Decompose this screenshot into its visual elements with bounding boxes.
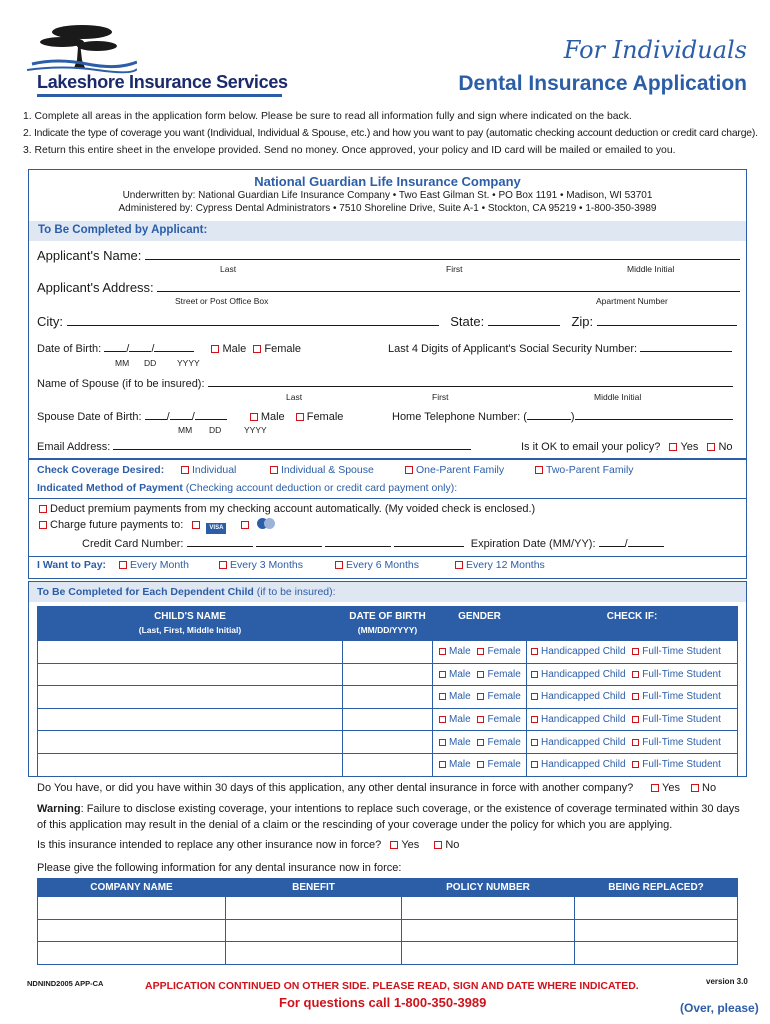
page-title: Dental Insurance Application <box>458 72 747 95</box>
handicapped-checkbox[interactable] <box>531 693 538 700</box>
being-replaced-cell[interactable] <box>575 897 738 920</box>
instruction-1: 1. Complete all areas in the application form below. Please be sure to read all information fully and sign where indicated on the back. <box>23 111 632 122</box>
male-label: Male <box>222 343 247 355</box>
fulltime-student-checkbox[interactable] <box>632 716 639 723</box>
instruction-2: 2. Indicate the type of coverage you want (Individual, Individual & Spouse, etc.) and how you want to pay (automatic checking account deduction or credit card charge). <box>23 128 758 139</box>
child-gender-cell <box>433 731 527 754</box>
pay-monthly-checkbox[interactable] <box>119 561 127 569</box>
check-if-header-text: CHECK IF: <box>606 611 658 622</box>
warning-text-2: of this application may result in the denial of a claim or the rescinding of your coverage under the policy for which you are applying. <box>37 819 673 831</box>
child-male-checkbox[interactable] <box>439 761 446 768</box>
tree-logo-icon <box>27 20 137 75</box>
brand-name: Lakeshore Insurance Services <box>37 72 288 92</box>
coverage-two-parent-label: Two-Parent Family <box>546 464 634 476</box>
spouse-dob-label: Spouse Date of Birth: <box>37 411 142 423</box>
child-dob-cell[interactable] <box>343 731 433 754</box>
zip-field[interactable] <box>597 325 737 326</box>
fulltime-student-checkbox[interactable] <box>632 648 639 655</box>
benefit-header: BENEFIT <box>226 879 402 897</box>
child-female-label: Female <box>487 668 521 680</box>
child-name-cell[interactable] <box>38 686 343 709</box>
child-name-cell[interactable] <box>38 708 343 731</box>
deduct-checkbox[interactable] <box>39 505 47 513</box>
payment-divider <box>28 498 747 499</box>
child-check-if-cell <box>527 731 738 754</box>
ssn-field[interactable] <box>640 351 732 352</box>
child-check-if-cell <box>527 641 738 664</box>
pay-12-months-checkbox[interactable] <box>455 561 463 569</box>
state-label: State: <box>450 314 485 329</box>
coverage-one-parent-checkbox[interactable] <box>405 466 413 474</box>
child-check-if-cell <box>527 708 738 731</box>
handicapped-label: Handicapped Child <box>541 646 626 658</box>
fulltime-student-checkbox[interactable] <box>632 739 639 746</box>
address-sub-street: Street or Post Office Box <box>175 296 269 306</box>
handicapped-checkbox[interactable] <box>531 671 538 678</box>
payment-method-note: (Checking account deduction or credit card payment only): <box>185 482 458 494</box>
child-female-label: Female <box>487 759 521 771</box>
dependent-row <box>38 641 738 664</box>
logo <box>27 20 287 98</box>
spouse-female-checkbox[interactable] <box>296 413 304 421</box>
fulltime-student-label: Full-Time Student <box>642 714 721 726</box>
brand-wave <box>37 94 282 97</box>
handicapped-label: Handicapped Child <box>541 759 626 771</box>
dependent-row <box>38 753 738 776</box>
company-name-cell[interactable] <box>38 897 226 920</box>
handicapped-checkbox[interactable] <box>531 761 538 768</box>
applicant-address-label: Applicant's Address: <box>37 280 154 295</box>
coverage-divider-top <box>29 459 746 460</box>
policy-number-header: POLICY NUMBER <box>402 879 575 897</box>
child-female-checkbox[interactable] <box>477 648 484 655</box>
dob-header <box>343 607 433 641</box>
warning-label: Warning <box>37 803 81 815</box>
exp-mm-field[interactable] <box>599 546 625 547</box>
pay-6-months-label: Every 6 Months <box>346 559 419 571</box>
pay-frequency-label: I Want to Pay: <box>37 559 107 571</box>
spouse-female-label: Female <box>306 411 344 423</box>
charge-checkbox[interactable] <box>39 521 47 529</box>
being-replaced-cell[interactable] <box>575 919 738 942</box>
pay-12-months-label: Every 12 Months <box>466 559 545 571</box>
child-gender-cell <box>433 641 527 664</box>
spouse-dob-sub-mm: MM <box>178 425 193 435</box>
handicapped-label: Handicapped Child <box>541 691 626 703</box>
company-name: National Guardian Life Insurance Company <box>254 174 521 189</box>
male-checkbox[interactable] <box>211 345 219 353</box>
cc-number-label: Credit Card Number: <box>82 538 184 550</box>
cc-group-3-field[interactable] <box>325 546 391 547</box>
child-male-label: Male <box>449 736 471 748</box>
child-dob-cell[interactable] <box>343 708 433 731</box>
cc-group-4-field[interactable] <box>394 546 464 547</box>
version: version 3.0 <box>706 977 748 986</box>
handicapped-label: Handicapped Child <box>541 736 626 748</box>
benefit-cell[interactable] <box>226 919 402 942</box>
child-female-label: Female <box>487 646 521 658</box>
child-dob-cell[interactable] <box>343 686 433 709</box>
pay-divider <box>28 556 747 557</box>
child-female-label: Female <box>487 714 521 726</box>
child-male-label: Male <box>449 646 471 658</box>
email-ok-no-checkbox[interactable] <box>707 443 715 451</box>
gender-header <box>433 607 527 641</box>
female-label: Female <box>264 343 302 355</box>
spouse-dob-mm-field[interactable] <box>145 419 167 420</box>
pay-3-months-checkbox[interactable] <box>219 561 227 569</box>
other-coverage-yes-checkbox[interactable] <box>651 784 659 792</box>
name-sub-middle: Middle Initial <box>627 264 675 274</box>
coverage-individual-spouse-label: Individual & Spouse <box>281 464 374 476</box>
charge-label: Charge future payments to: <box>50 519 184 531</box>
fulltime-student-checkbox[interactable] <box>632 693 639 700</box>
child-gender-cell <box>433 663 527 686</box>
handicapped-checkbox[interactable] <box>531 739 538 746</box>
dob-sub-dd: DD <box>144 358 157 368</box>
dob-yyyy-field[interactable] <box>154 351 194 352</box>
home-phone-label: Home Telephone Number: ( <box>392 411 527 423</box>
child-dob-cell[interactable] <box>343 663 433 686</box>
being-replaced-cell[interactable] <box>575 942 738 965</box>
company-name-cell[interactable] <box>38 942 226 965</box>
dependent-row <box>38 663 738 686</box>
spouse-male-checkbox[interactable] <box>250 413 258 421</box>
replace-yes-label: Yes <box>401 839 420 851</box>
spouse-male-label: Male <box>260 411 285 423</box>
zip-label: Zip: <box>571 314 594 329</box>
dependents-title-note: (if to be insured): <box>256 586 336 598</box>
child-female-checkbox[interactable] <box>477 716 484 723</box>
replace-yes-checkbox[interactable] <box>390 841 398 849</box>
name-sub-first: First <box>446 264 463 274</box>
coverage-individual-label: Individual <box>192 464 237 476</box>
warning-text: : Failure to disclose existing coverage, your intentions to replace such coverage, or the existence of coverage terminated within 30 days <box>80 803 740 815</box>
replace-no-checkbox[interactable] <box>434 841 442 849</box>
child-female-checkbox[interactable] <box>477 761 484 768</box>
other-coverage-no-label: No <box>702 782 717 794</box>
mastercard-circle-right <box>264 518 275 529</box>
child-male-label: Male <box>449 759 471 771</box>
child-name-cell[interactable] <box>38 753 343 776</box>
child-check-if-cell <box>527 753 738 776</box>
questions-phone: For questions call 1-800-350-3989 <box>279 995 487 1010</box>
mastercard-icon <box>256 518 276 529</box>
child-female-label: Female <box>487 736 521 748</box>
applicant-name-field[interactable] <box>145 259 740 260</box>
child-female-checkbox[interactable] <box>477 739 484 746</box>
company-name-cell[interactable] <box>38 919 226 942</box>
being-replaced-header: BEING REPLACED? <box>575 879 738 897</box>
spouse-sub-first: First <box>432 392 449 402</box>
insurance-row <box>38 942 738 965</box>
child-female-checkbox[interactable] <box>477 671 484 678</box>
pay-monthly-label: Every Month <box>130 559 189 571</box>
child-gender-cell <box>433 686 527 709</box>
state-field[interactable] <box>488 325 560 326</box>
child-name-cell[interactable] <box>38 641 343 664</box>
spouse-name-label: Name of Spouse (if to be insured): <box>37 378 205 390</box>
dob-label: Date of Birth: <box>37 343 102 355</box>
other-coverage-no-checkbox[interactable] <box>691 784 699 792</box>
coverage-label: Check Coverage Desired: <box>37 464 165 476</box>
coverage-two-parent-checkbox[interactable] <box>535 466 543 474</box>
give-info-label: Please give the following information for any dental insurance now in force: <box>37 862 402 874</box>
insurance-row <box>38 919 738 942</box>
spouse-dob-sub-yyyy: YYYY <box>244 425 267 435</box>
female-checkbox[interactable] <box>253 345 261 353</box>
company-name-header: COMPANY NAME <box>38 879 226 897</box>
email-field[interactable] <box>113 449 471 450</box>
child-male-label: Male <box>449 668 471 680</box>
child-name-subheader: (Last, First, Middle Initial) <box>138 625 242 635</box>
child-female-checkbox[interactable] <box>477 693 484 700</box>
child-male-checkbox[interactable] <box>439 693 446 700</box>
handicapped-label: Handicapped Child <box>541 668 626 680</box>
child-name-header <box>38 607 343 641</box>
email-ok-yes-checkbox[interactable] <box>669 443 677 451</box>
email-ok-no-label: No <box>718 441 733 453</box>
ssn-label: Last 4 Digits of Applicant's Social Security Number: <box>388 343 638 355</box>
gender-header-text: GENDER <box>458 611 501 622</box>
dependents-table <box>37 606 738 777</box>
handicapped-label: Handicapped Child <box>541 714 626 726</box>
coverage-individual-spouse-checkbox[interactable] <box>270 466 278 474</box>
mastercard-checkbox[interactable] <box>241 521 249 529</box>
policy-number-cell[interactable] <box>402 942 575 965</box>
insurance-row <box>38 897 738 920</box>
home-phone-area-field[interactable] <box>527 419 571 420</box>
child-name-header-text: CHILD'S NAME <box>154 611 226 622</box>
dependents-header-bar <box>29 582 746 602</box>
child-name-cell[interactable] <box>38 663 343 686</box>
other-coverage-yes-label: Yes <box>662 782 680 794</box>
spouse-name-field[interactable] <box>208 386 733 387</box>
fulltime-student-label: Full-Time Student <box>642 736 721 748</box>
dob-header-text: DATE OF BIRTH <box>349 611 426 622</box>
child-male-checkbox[interactable] <box>439 671 446 678</box>
administered-by: Administered by: Cypress Dental Administrators • 7510 Shoreline Drive, Suite A-1 • Stockton, CA 95219 • 1-800-350-3989 <box>118 203 657 214</box>
email-ok-label: Is it OK to email your policy? <box>521 441 661 453</box>
cc-group-2-field[interactable] <box>256 546 322 547</box>
deduct-label: Deduct premium payments from my checking account automatically. (My voided check is enclosed.) <box>50 503 536 515</box>
dob-sub-mm: MM <box>115 358 130 368</box>
policy-number-cell[interactable] <box>402 897 575 920</box>
exp-yy-field[interactable] <box>628 546 664 547</box>
spouse-sub-middle: Middle Initial <box>594 392 642 402</box>
existing-insurance-table <box>37 878 738 965</box>
expiration-label: Expiration Date (MM/YY): <box>470 538 596 550</box>
child-gender-cell <box>433 753 527 776</box>
fulltime-student-label: Full-Time Student <box>642 668 721 680</box>
child-dob-cell[interactable] <box>343 753 433 776</box>
child-male-label: Male <box>449 714 471 726</box>
city-field[interactable] <box>67 325 439 326</box>
address-sub-apartment: Apartment Number <box>596 296 668 306</box>
email-ok-yes-label: Yes <box>680 441 699 453</box>
home-phone-field[interactable] <box>575 419 733 420</box>
tagline: For Individuals <box>563 36 747 64</box>
child-male-checkbox[interactable] <box>439 648 446 655</box>
visa-checkbox[interactable] <box>192 521 200 529</box>
cc-group-1-field[interactable] <box>187 546 253 547</box>
replace-no-label: No <box>445 839 460 851</box>
applicant-name-label: Applicant's Name: <box>37 248 142 263</box>
replace-question: Is this insurance intended to replace any other insurance now in force? <box>37 839 382 851</box>
child-male-checkbox[interactable] <box>439 739 446 746</box>
child-check-if-cell <box>527 663 738 686</box>
dependent-row <box>38 708 738 731</box>
handicapped-checkbox[interactable] <box>531 716 538 723</box>
benefit-cell[interactable] <box>226 942 402 965</box>
name-sub-last: Last <box>220 264 237 274</box>
spouse-dob-sub-dd: DD <box>209 425 222 435</box>
fulltime-student-label: Full-Time Student <box>642 759 721 771</box>
child-gender-cell <box>433 708 527 731</box>
dob-dd-field[interactable] <box>129 351 151 352</box>
spouse-dob-yyyy-field[interactable] <box>195 419 227 420</box>
over-please: (Over, please) <box>680 1001 759 1015</box>
coverage-one-parent-label: One-Parent Family <box>416 464 505 476</box>
coverage-individual-checkbox[interactable] <box>181 466 189 474</box>
dependent-row <box>38 686 738 709</box>
dependents-title: To Be Completed for Each Dependent Child <box>37 586 254 598</box>
pay-6-months-checkbox[interactable] <box>335 561 343 569</box>
child-female-label: Female <box>487 691 521 703</box>
dependent-row <box>38 731 738 754</box>
child-male-label: Male <box>449 691 471 703</box>
fulltime-student-checkbox[interactable] <box>632 671 639 678</box>
email-label: Email Address: <box>37 441 111 453</box>
form-id: NDNIND2005 APP-CA <box>27 979 104 988</box>
continued-notice: APPLICATION CONTINUED ON OTHER SIDE. PLEASE READ, SIGN AND DATE WHERE INDICATED. <box>145 980 639 992</box>
check-if-header <box>527 607 738 641</box>
dob-mm-field[interactable] <box>104 351 126 352</box>
other-coverage-question: Do You have, or did you have within 30 days of this application, any other dental insurance in force with another company? <box>37 782 634 794</box>
child-check-if-cell <box>527 686 738 709</box>
child-dob-cell[interactable] <box>343 641 433 664</box>
dob-sub-yyyy: YYYY <box>177 358 200 368</box>
payment-method-label: Indicated Method of Payment <box>37 482 183 494</box>
applicant-section-title: To Be Completed by Applicant: <box>38 224 208 236</box>
instruction-3: 3. Return this entire sheet in the envelope provided. Send no money. Once approved, your policy and ID card will be mailed or emailed to you. <box>23 145 676 156</box>
handicapped-checkbox[interactable] <box>531 648 538 655</box>
visa-icon: VISA <box>206 523 226 534</box>
fulltime-student-label: Full-Time Student <box>642 646 721 658</box>
fulltime-student-checkbox[interactable] <box>632 761 639 768</box>
child-name-cell[interactable] <box>38 731 343 754</box>
city-label: City: <box>37 314 63 329</box>
spouse-dob-dd-field[interactable] <box>170 419 192 420</box>
child-male-checkbox[interactable] <box>439 716 446 723</box>
dob-subheader: (MM/DD/YYYY) <box>357 625 418 635</box>
policy-number-cell[interactable] <box>402 919 575 942</box>
spouse-sub-last: Last <box>286 392 303 402</box>
fulltime-student-label: Full-Time Student <box>642 691 721 703</box>
pay-3-months-label: Every 3 Months <box>230 559 303 571</box>
benefit-cell[interactable] <box>226 897 402 920</box>
applicant-address-field[interactable] <box>157 291 740 292</box>
applicant-header-bar <box>29 221 746 241</box>
underwritten-by: Underwritten by: National Guardian Life Insurance Company • Two East Gilman St. • PO Box 1191 • Madison, WI 53701 <box>122 190 653 201</box>
